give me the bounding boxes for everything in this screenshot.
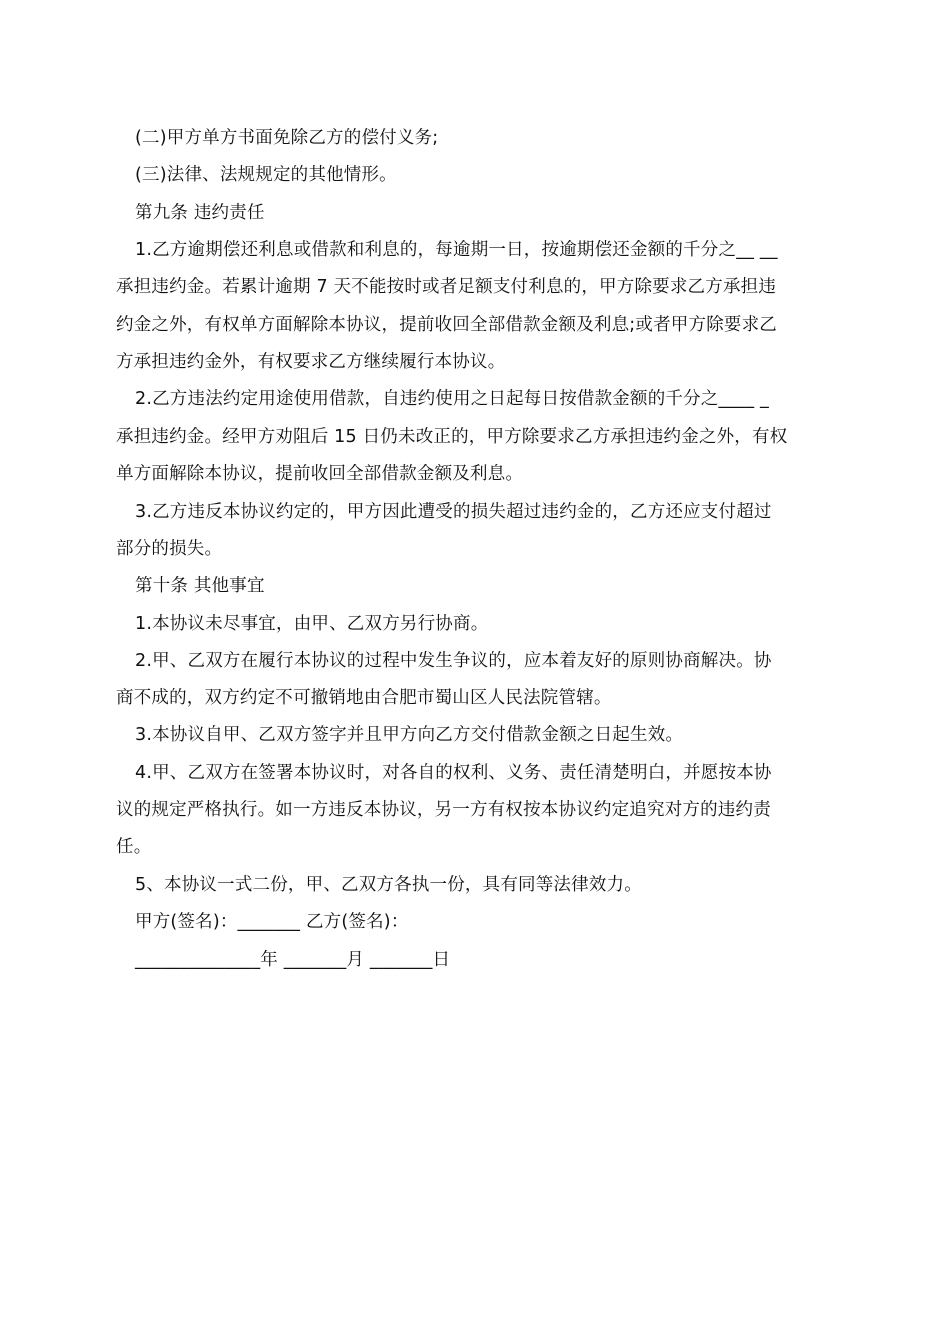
date-line: ______________年 _______月 _______日 xyxy=(135,950,451,970)
signature-line: 甲方(签名)：_______ 乙方(签名)： xyxy=(135,912,409,932)
clause-8-item-2: (二)甲方单方书面免除乙方的偿付义务; xyxy=(135,128,439,148)
article-10-item-4-cont: 议的规定严格执行。如一方违反本协议，另一方有权按本协议约定追究对方的违约责 xyxy=(116,800,771,820)
article-10-item-3: 3.本协议自甲、乙双方签字并且甲方向乙方交付借款金额之日起生效。 xyxy=(135,725,684,745)
article-9-item-2-cont: 承担违约金。经甲方劝阻后 15 日仍未改正的，甲方除要求乙方承担违约金之外，有权 xyxy=(116,427,788,447)
article-9-item-1-cont: 方承担违约金外，有权要求乙方继续履行本协议。 xyxy=(116,352,506,372)
article-9-item-1-cont: 承担违约金。若累计逾期 7 天不能按时或者足额支付利息的，甲方除要求乙方承担违 xyxy=(116,277,777,297)
article-10-item-2-cont: 商不成的，双方约定不可撤销地由合肥市蜀山区人民法院管辖。 xyxy=(116,688,612,708)
article-9-item-3-cont: 部分的损失。 xyxy=(116,539,223,559)
article-10-item-2: 2.甲、乙双方在履行本协议的过程中发生争议的，应本着友好的原则协商解决。协 xyxy=(135,651,772,671)
article-9-item-2-cont: 单方面解除本协议，提前收回全部借款金额及利息。 xyxy=(116,464,524,484)
article-9-item-1-cont: 约金之外，有权单方面解除本协议，提前收回全部借款金额及利息;或者甲方除要求乙 xyxy=(116,315,777,335)
article-10-heading: 第十条 其他事宜 xyxy=(135,576,265,596)
article-9-item-3: 3.乙方违反本协议约定的，甲方因此遭受的损失超过违约金的，乙方还应支付超过 xyxy=(135,502,772,522)
article-10-item-5: 5、本协议一式二份，甲、乙双方各执一份，具有同等法律效力。 xyxy=(135,875,642,895)
article-9-heading: 第九条 违约责任 xyxy=(135,203,265,223)
article-9-item-1: 1.乙方逾期偿还利息或借款和利息的，每逾期一日，按逾期偿还金额的千分之__ __ xyxy=(135,240,778,260)
article-10-item-4: 4.甲、乙双方在签署本协议时，对各自的权利、义务、责任清楚明白，并愿按本协 xyxy=(135,763,772,783)
article-9-item-2: 2.乙方违法约定用途使用借款，自违约使用之日起每日按借款金额的千分之____ _ xyxy=(135,389,770,409)
article-10-item-4-cont: 任。 xyxy=(116,837,152,857)
clause-8-item-3: (三)法律、法规规定的其他情形。 xyxy=(135,165,397,185)
article-10-item-1: 1.本协议未尽事宜，由甲、乙双方另行协商。 xyxy=(135,614,489,634)
